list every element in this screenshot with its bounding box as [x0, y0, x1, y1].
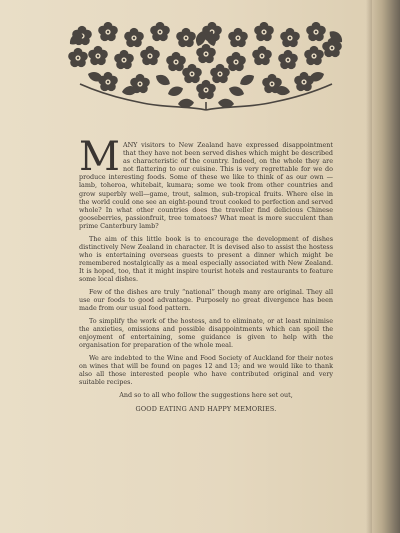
- intro-paragraph: [79, 134, 333, 230]
- paragraph-simplify: To simplify the work of the hostess, and to eliminate, or at least minimise the anxieties, omissions and possible disappointments which can spoil the enjoyment of entertaining, some guidance is given to help with the organisation for preparation of the whole meal.: [79, 316, 333, 349]
- paragraph-national: Few of the dishes are truly “national” though many are original. They all use our foods to good advantage. Purposely no great divergence has been made from our usual food pattern.: [79, 287, 333, 312]
- intro-text: ANY visitors to New Zealand have expressed disappointment that they have not been served dishes which might be described as characteristic of the country. Indeed, on the whole they are not flattering to our cuisine. This is very regrettable for we do produce interesting foods. Some of these we like to think of as our own —lamb, toheroa, whitebait, kumara; some we took from other countries and grow superbly well—game, trout, salmon, sub-tropical fruits. Where else in the world could one see an eight-pound trout cooked to perfection and served whole? In what other countries does the traveller find delicious Chinese gooseberries, passionfruit, tree tomatoes? What meat is more succulent than prime Canterbury lamb?: [79, 141, 333, 230]
- signoff-line: And so to all who follow the suggestions here set out,: [119, 390, 293, 399]
- paragraph-aim: The aim of this little book is to encourage the development of dishes distinctively New Zealand in character. It is devised also to assist the hostess who is entertaining overseas guests to present a dinner which might be remembered nostalgically as a meal especially associated with New Zealand. It is hoped, too, that it might inspire tourist hotels and restaurants to feature some local dishes.: [79, 234, 333, 284]
- page-edge: [372, 0, 400, 533]
- body-text: [79, 134, 333, 417]
- floral-ornament-icon: [68, 22, 344, 114]
- drop-cap: M: [79, 134, 120, 180]
- closing-line: GOOD EATING AND HAPPY MEMORIES.: [135, 404, 277, 413]
- paragraph-indebted: We are indebted to the Wine and Food Society of Auckland for their notes on wines that will be found on pages 12 and 13; and we would like to thank also all those interested people who have contributed original and very suitable recipes.: [79, 353, 333, 386]
